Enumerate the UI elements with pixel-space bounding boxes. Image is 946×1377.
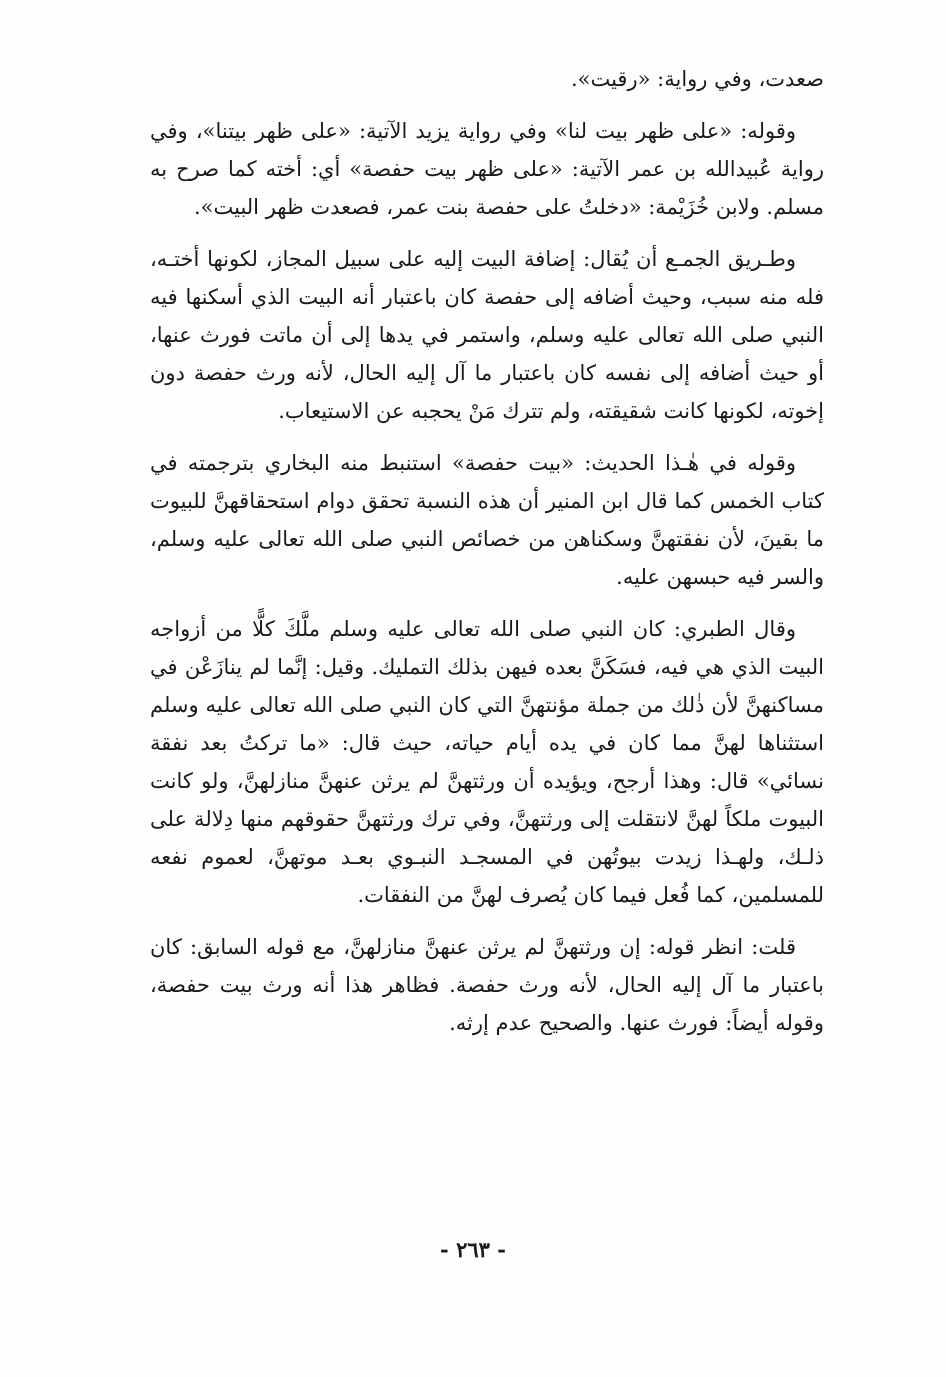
page-number: - ٢٦٣ - — [440, 1237, 506, 1262]
paragraph-3: وطـريق الجمـع أن يُقال: إضافة البيت إليه على سبيل المجاز، لكونها أختـه، فله منه سبب، وحيث أضافه إلى حفصة كان باعتبار أنه البيت الذي أسكنها فيه النبي صلى الله تعالى عليه وسلم، واستمر في يدها إلى أن ماتت فورث عنها، أو حيث أضافه إلى نفسه كان باعتبار ما آل إليه الحال، لأنه ورث حفصة دون إخوته، لكونها كانت شقيقته، ولم تترك مَنْ يحجبه عن الاستيعاب. — [150, 247, 824, 423]
paragraph-4: وقوله في هٰـذا الحديث: «بيت حفصة» استنبط منه البخاري بترجمته في كتاب الخمس كما قال ابن المنير أن هذه النسبة تحقق دوام استحقاقهنَّ للبيوت ما بقينَ، لأن نفقتهنَّ وسكناهن من خصائص النبي صلى الله تعالى عليه وسلم، والسر فيه حبسهن عليه. — [150, 451, 824, 589]
paragraph-2: وقوله: «على ظهر بيت لنا» وفي رواية يزيد الآتية: «على ظهر بيتنا»، وفي رواية عُبيدالله بن عمر الآتية: «على ظهر بيت حفصة» أي: أخته كما صرح به مسلم. ولابن خُزَيْمة: «دخلتُ على حفصة بنت عمر، فصعدت ظهر البيت». — [150, 119, 824, 219]
paragraph-5: وقال الطبري: كان النبي صلى الله تعالى عليه وسلم ملَّكَ كلًّا من أزواجه البيت الذي هي فيه، فسَكَنَّ بعده فيهن بذلك التمليك. وقيل: إنَّما لم ينازَعْن في مساكنهنَّ لأن ذٰلك من جملة مؤنتهنَّ التي كان النبي صلى الله تعالى عليه وسلم استثناها لهنَّ مما كان في يده أيام حياته، حيث قال: «ما تركتُ بعد نفقة نسائي» قال: وهذا أرجح، ويؤيده أن ورثتهنَّ لم يرثن عنهنَّ منازلهنَّ، ولو كانت البيوت ملكاً لهنَّ لانتقلت إلى ورثتهنَّ، وفي ترك ورثتهنَّ حقوقهم منها دِلالة على ذلـك، ولهـذا زيدت بيوتُهن في المسجـد النبـوي بعـد موتهنَّ، لعموم نفعه للمسلمين، كما فُعل فيما كان يُصرف لهنَّ من النفقات. — [150, 617, 824, 907]
paragraph-6: قلت: انظر قوله: إن ورثتهنَّ لم يرثن عنهنَّ منازلهنَّ، مع قوله السابق: كان باعتبار ما آل إليه الحال، لأنه ورث حفصة. فظاهر هذا أنه ورث بيت حفصة، وقوله أيضاً: فورث عنها. والصحيح عدم إرثه. — [150, 935, 824, 1035]
paragraph-1: صعدت، وفي رواية: «رقيت». — [570, 67, 824, 91]
